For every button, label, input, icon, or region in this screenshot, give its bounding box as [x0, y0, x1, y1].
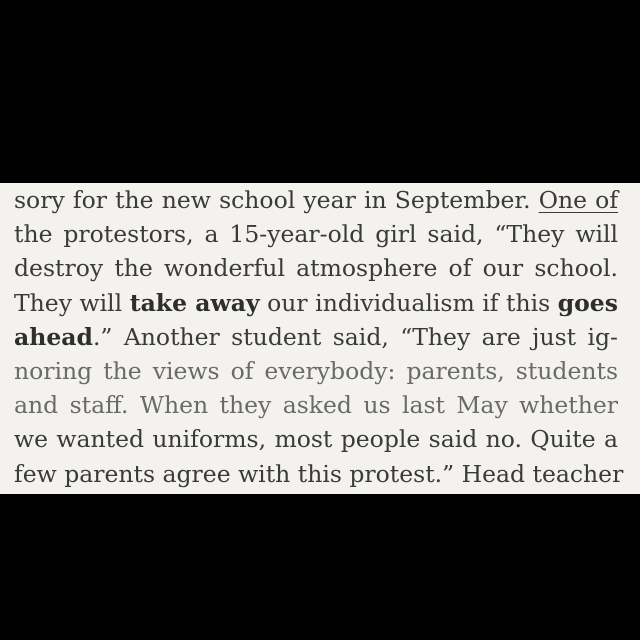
text-line: [14, 460, 624, 488]
text-line: [14, 254, 618, 282]
text-run: we wanted uniforms, most people said no. Quite a: [14, 425, 618, 453]
text-run: few parents agree with this protest.” Head teacher: [14, 460, 624, 488]
text-line: [14, 357, 618, 385]
text-run: our individualism if this: [259, 289, 558, 317]
underlined-phrase: One of: [538, 186, 619, 214]
text-run: noring the views of everybody: parents, students: [14, 357, 618, 385]
text-line: [14, 425, 618, 453]
text-run: They will: [14, 289, 130, 317]
text-line: [14, 323, 618, 351]
text-run: .” Another student said, “They are just ig-: [92, 323, 618, 351]
text-line: [14, 289, 618, 317]
text-run: sory for the new school year in September.: [14, 186, 539, 214]
text-run: and staff. When they asked us last May whether: [14, 391, 618, 419]
text-line: [14, 220, 618, 248]
bold-phrase: goes: [557, 289, 618, 317]
bold-phrase: take away: [129, 289, 260, 317]
text-line: [14, 186, 618, 214]
book-page: [0, 183, 640, 494]
text-run: the protestors, a 15-year-old girl said, “They will: [14, 220, 618, 248]
text-run: destroy the wonderful atmosphere of our school.: [14, 254, 618, 282]
text-line: [14, 391, 618, 419]
bold-phrase: ahead: [14, 323, 93, 351]
